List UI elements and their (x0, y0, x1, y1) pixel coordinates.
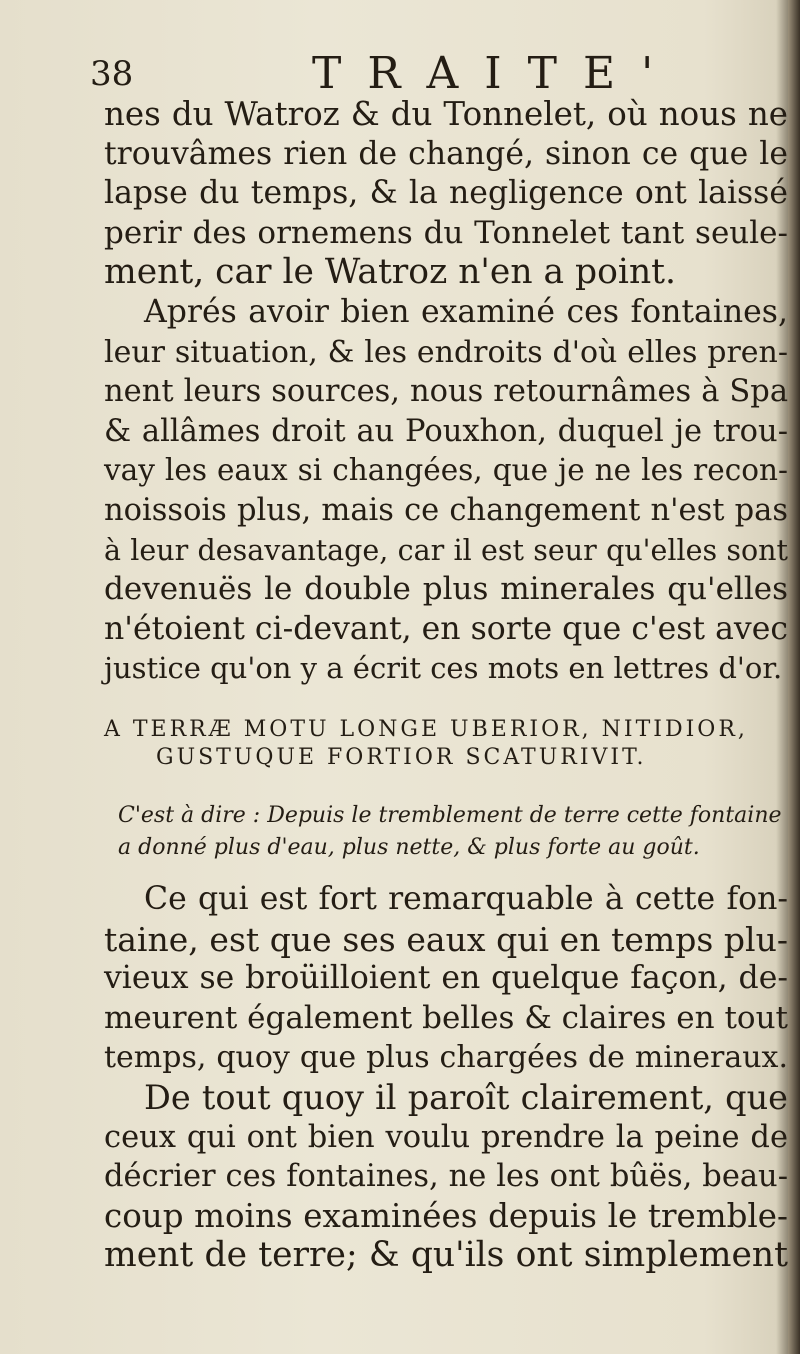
page-gutter-shadow (788, 0, 800, 1354)
text-line: De tout quoy il paroît clairement, que (144, 1077, 788, 1117)
text-line: à leur desavantage, car il est seur qu'elles sont (104, 533, 788, 567)
text-line: ceux qui ont bien voulu prendre la peine de (104, 1119, 788, 1155)
paragraph-3 (104, 880, 788, 1078)
text-line: noissois plus, mais ce changement n'est pas (104, 492, 788, 528)
text-line: perir des ornemens du Tonnelet tant seule- (104, 214, 788, 251)
text-line: ment, car le Watroz n'en a point. (104, 252, 676, 293)
text-line: temps, quoy que plus chargées de mineraux. (104, 1040, 788, 1076)
text-line: ment de terre; & qu'ils ont simplement (104, 1235, 788, 1276)
text-line: décrier ces fontaines, ne les ont bûës, beau- (104, 1159, 788, 1195)
text-line: justice qu'on y a écrit ces mots en lettres d'or. (104, 651, 783, 686)
text-line: Ce qui est fort remarquable à cette fon- (144, 881, 788, 917)
text-line: meurent également belles & claires en tout (104, 999, 788, 1036)
inscription-line: A TERRÆ MOTU LONGE UBERIOR, NITIDIOR, (104, 717, 748, 742)
text-line: lapse du temps, & la negligence ont laissé (104, 175, 788, 212)
text-line: trouvâmes rien de changé, sinon ce que le (104, 135, 788, 172)
text-line: coup moins examinées depuis le tremble- (104, 1196, 788, 1235)
text-line: vieux se broüilloient en quelque façon, de- (104, 960, 788, 997)
translation-line: C'est à dire : Depuis le tremblement de terre cette fontaine (118, 803, 782, 828)
text-line: & allâmes droit au Pouxhon, duquel je trou- (104, 413, 788, 449)
text-line: nes du Watroz & du Tonnelet, où nous ne (104, 95, 788, 133)
text-line: Aprés avoir bien examiné ces fontaines, (144, 293, 788, 330)
text-line: vay les eaux si changées, que je ne les recon- (104, 453, 788, 488)
running-title: TRAITE' (312, 48, 680, 99)
inscription-translation (118, 800, 788, 864)
translation-line: a donné plus d'eau, plus nette, & plus forte au goût. (118, 835, 700, 860)
paragraph-1 (104, 95, 788, 293)
text-line: taine, est que ses eaux qui en temps plu- (104, 919, 788, 959)
text-line: n'étoient ci-devant, en sorte que c'est avec (104, 610, 788, 647)
text-line: leur situation, & les endroits d'où elles pren- (104, 334, 788, 370)
text-line: devenuës le double plus minerales qu'elles (104, 571, 788, 608)
paragraph-2 (104, 293, 788, 689)
latin-inscription (104, 716, 788, 772)
body-text-bottom (104, 880, 788, 1276)
paragraph-4 (104, 1078, 788, 1276)
inscription-line: GUSTUQUE FORTIOR SCATURIVIT. (156, 745, 647, 770)
body-text-top (104, 95, 788, 689)
page-header (90, 48, 690, 98)
text-line: nent leurs sources, nous retournâmes à Spa (104, 374, 788, 410)
page-number: 38 (90, 54, 134, 94)
